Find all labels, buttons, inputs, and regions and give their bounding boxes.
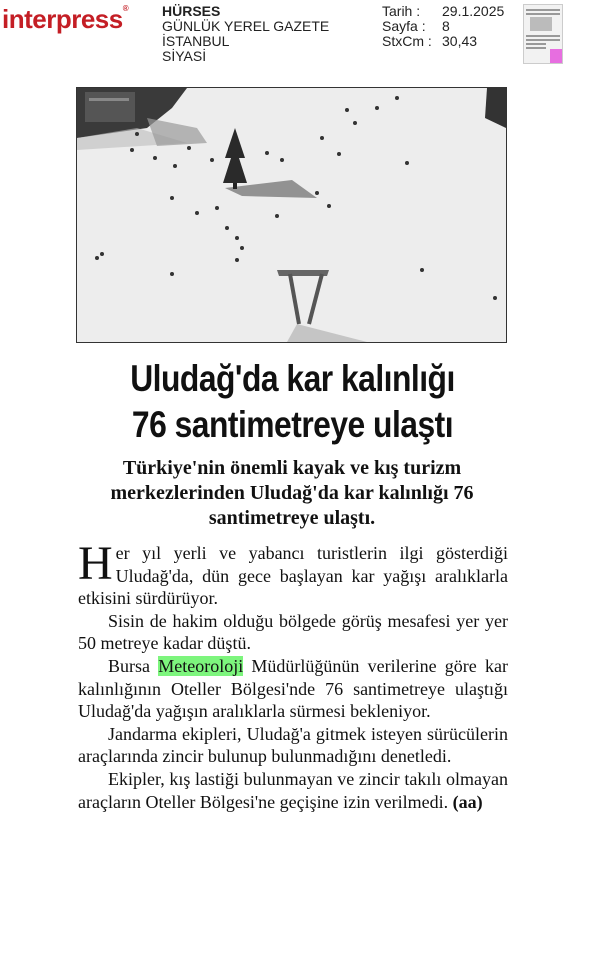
source-credit: (aa): [452, 791, 483, 812]
article-body: [78, 537, 508, 813]
highlighted-keyword: Meteoroloji: [158, 655, 244, 676]
publication-city: İSTANBUL: [162, 33, 230, 49]
paragraph-3: [78, 655, 508, 723]
page-value: 8: [442, 18, 450, 34]
paragraph-4: Jandarma ekipleri, Uludağ'a gitmek isteyen sürücülerin araçlarında zincir bulunup bulunmadığını denetledi.: [78, 723, 508, 767]
ski-slope-illustration: [77, 88, 506, 342]
publication-info: [162, 4, 329, 64]
registered-mark-icon: ®: [122, 4, 129, 13]
date-row: [382, 4, 504, 19]
clipping-meta: [382, 4, 504, 49]
stxcm-row: [382, 34, 504, 49]
page-label: Sayfa :: [382, 18, 426, 34]
interpress-logo: [2, 4, 128, 35]
headline: [101, 356, 484, 448]
ski-slope-photo: [76, 87, 507, 343]
stxcm-label: StxCm :: [382, 33, 432, 49]
paragraph-3-start: Bursa: [108, 655, 159, 676]
headline-line-2: 76 santimetreye ulaştı: [131, 404, 454, 445]
date-label: Tarih :: [382, 3, 421, 19]
page-row: [382, 19, 504, 34]
paragraph-3-end: Müdürlüğünün verilerine göre kar kalınlığının Oteller Bölgesi'nde 76 santimetreye ulaştığı Uludağ'da yağışın aralıklarla sürmesi bekleniyor.: [78, 655, 508, 722]
highlight-marker: [550, 49, 562, 63]
logo-text: interpress: [2, 4, 123, 34]
paragraph-1: [78, 537, 508, 610]
drop-cap: H: [78, 537, 113, 590]
paragraph-1-text: er yıl yerli ve yabancı turistlerin ilgi gösterdiği Uludağ'da, dün gece başlayan kar yağışı aralıklarla etkisini sürdürüyor.: [78, 543, 508, 609]
date-value: 29.1.2025: [442, 3, 505, 19]
publication-name: HÜRSES: [162, 3, 221, 19]
publication-section: SİYASİ: [162, 48, 207, 64]
page-thumbnail[interactable]: [523, 4, 563, 64]
headline-line-1: Uludağ'da kar kalınlığı: [130, 358, 455, 399]
paragraph-2: Sisin de hakim olduğu bölgede görüş mesafesi yer yer 50 metreye kadar düştü.: [78, 610, 508, 654]
stxcm-value: 30,43: [442, 33, 478, 49]
paragraph-5-text: Ekipler, kış lastiği bulunmayan ve zincir takılı olmayan araçların Oteller Bölgesi'ne geçişine izin verilmedi.: [78, 768, 508, 812]
paragraph-5: [78, 768, 508, 813]
subheadline: Türkiye'nin önemli kayak ve kış turizm merkezlerinden Uludağ'da kar kalınlığı 76 santimetreye ulaştı.: [110, 457, 474, 529]
publication-type: GÜNLÜK YEREL GAZETE: [162, 18, 330, 34]
